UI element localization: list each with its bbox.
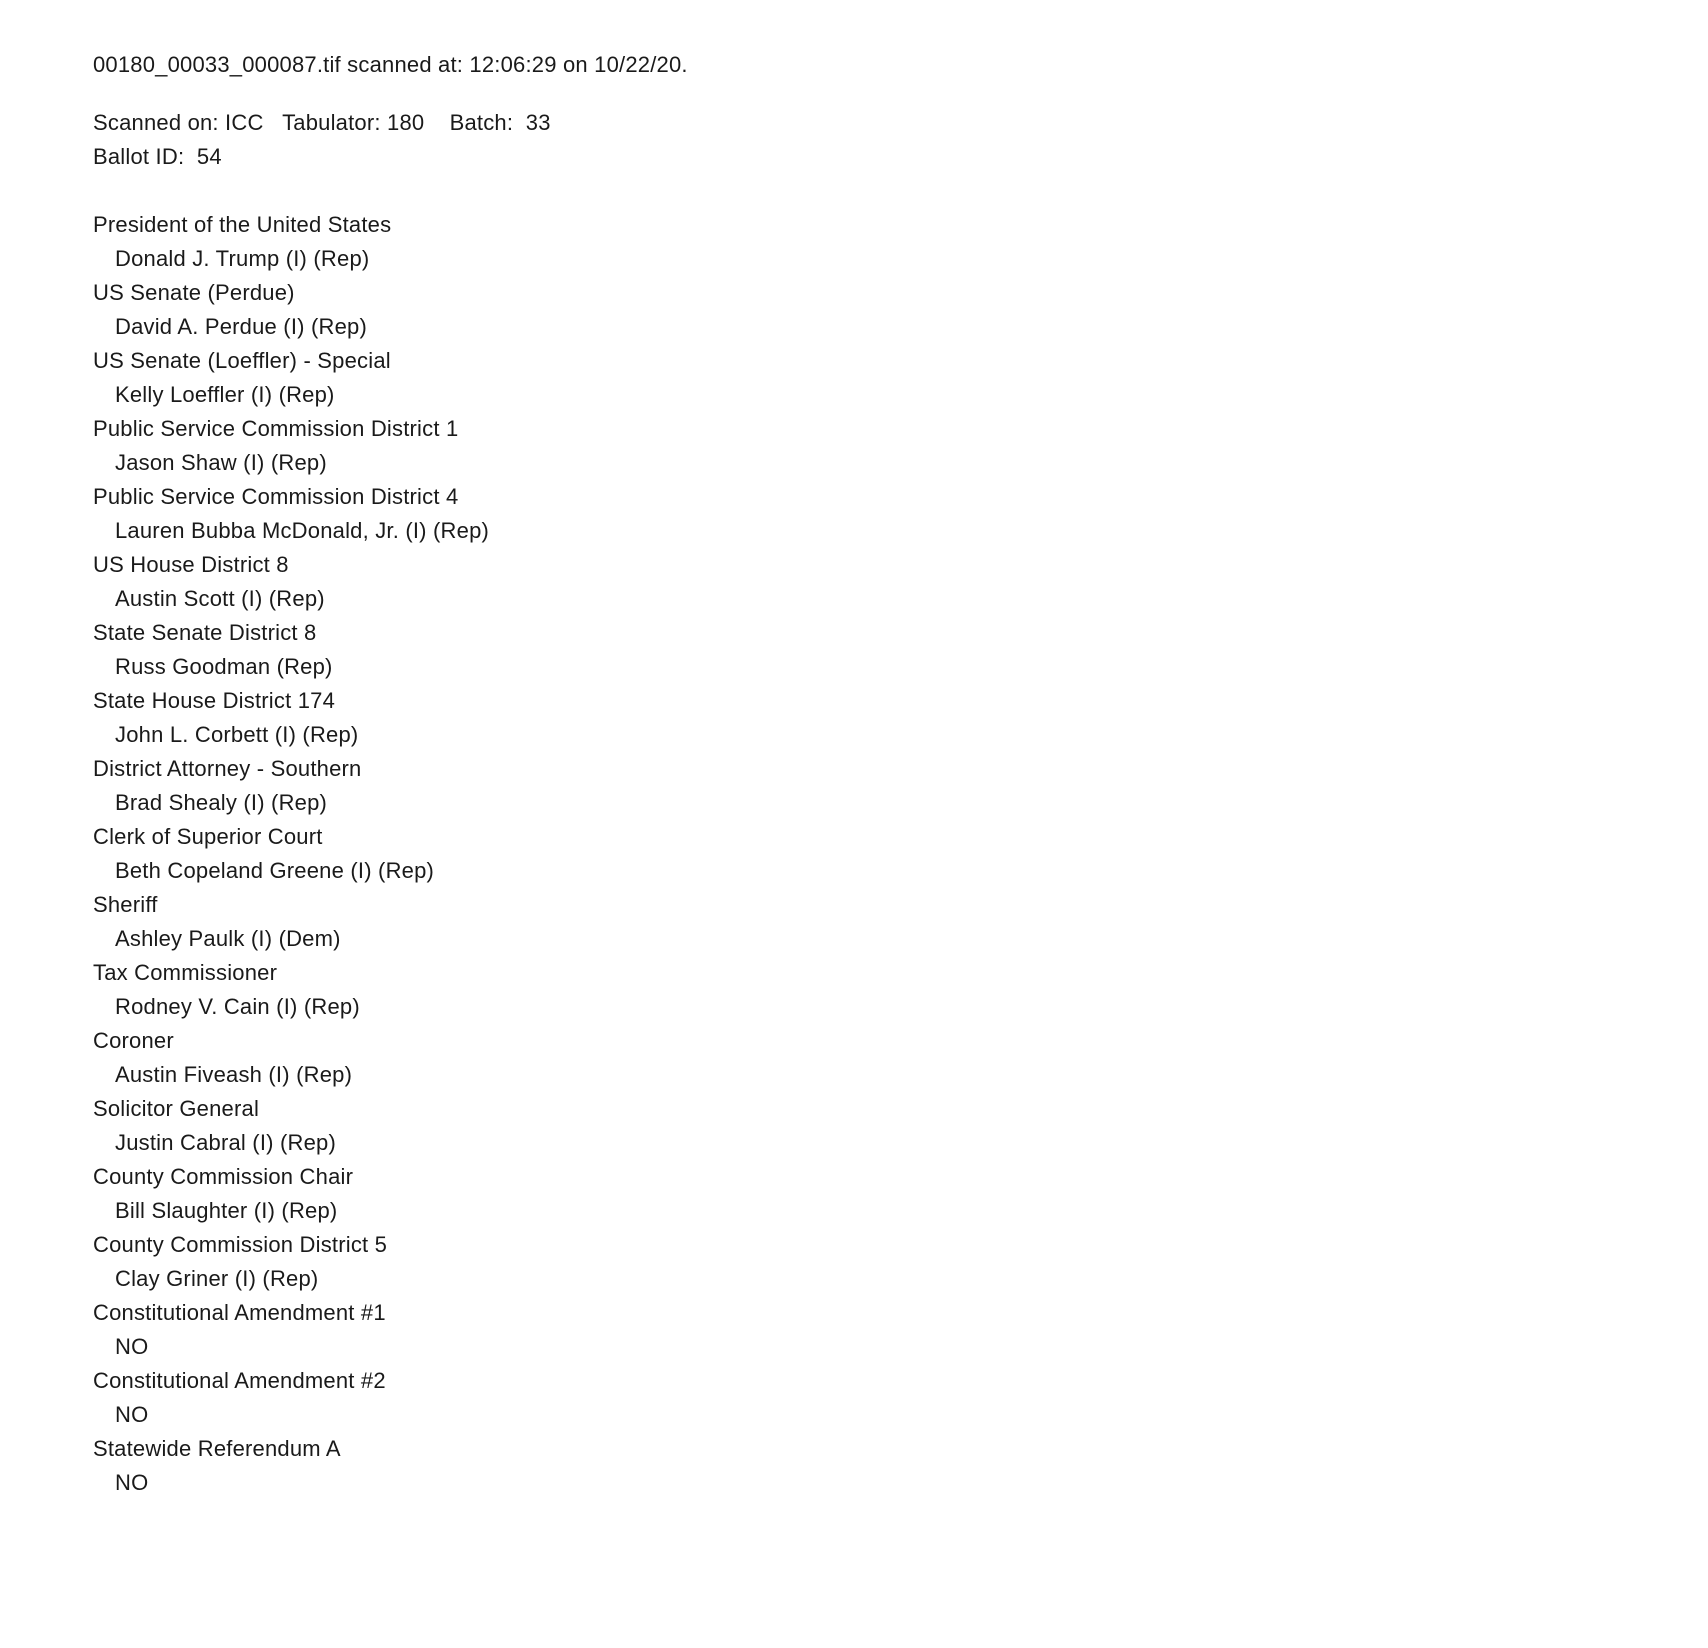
- contest-selection: Jason Shaw (I) (Rep): [115, 450, 327, 475]
- contest-title: US Senate (Perdue): [93, 280, 295, 305]
- contest-selection: Donald J. Trump (I) (Rep): [115, 246, 370, 271]
- contest-selection: David A. Perdue (I) (Rep): [115, 314, 367, 339]
- contest-title: Public Service Commission District 4: [93, 484, 459, 509]
- contest-selection: Austin Scott (I) (Rep): [115, 586, 325, 611]
- contest-selection: NO: [115, 1334, 149, 1359]
- contest-title: County Commission Chair: [93, 1164, 354, 1189]
- contest-title: US Senate (Loeffler) - Special: [93, 348, 391, 373]
- contest-selection: Beth Copeland Greene (I) (Rep): [115, 858, 435, 883]
- contest-selection: Brad Shealy (I) (Rep): [115, 790, 328, 815]
- contest-title: Statewide Referendum A: [93, 1436, 341, 1461]
- contest-selection: Bill Slaughter (I) (Rep): [115, 1198, 338, 1223]
- ballot-id-line: Ballot ID: 54: [93, 144, 222, 169]
- contest-title: State Senate District 8: [93, 620, 317, 645]
- contest-title: District Attorney - Southern: [93, 756, 362, 781]
- contest-selection: Russ Goodman (Rep): [115, 654, 333, 679]
- contest-selection: NO: [115, 1402, 149, 1427]
- contest-title: Clerk of Superior Court: [93, 824, 323, 849]
- contest-title: Coroner: [93, 1028, 174, 1053]
- contest-title: Public Service Commission District 1: [93, 416, 459, 441]
- contest-title: Constitutional Amendment #2: [93, 1368, 386, 1393]
- contest-selection: Justin Cabral (I) (Rep): [115, 1130, 336, 1155]
- contest-title: Sheriff: [93, 892, 158, 917]
- contest-selection: NO: [115, 1470, 149, 1495]
- contest-title: State House District 174: [93, 688, 336, 713]
- contest-title: US House District 8: [93, 552, 289, 577]
- contest-selection: John L. Corbett (I) (Rep): [115, 722, 359, 747]
- scan-meta-line: Scanned on: ICC Tabulator: 180 Batch: 33: [93, 110, 551, 135]
- contest-selection: Rodney V. Cain (I) (Rep): [115, 994, 360, 1019]
- scanned-file-header: 00180_00033_000087.tif scanned at: 12:06:29 on 10/22/20.: [93, 52, 688, 77]
- contest-title: President of the United States: [93, 212, 392, 237]
- contest-selection: Kelly Loeffler (I) (Rep): [115, 382, 335, 407]
- contest-title: County Commission District 5: [93, 1232, 388, 1257]
- contest-list: [93, 208, 1618, 1500]
- contest-selection: Ashley Paulk (I) (Dem): [115, 926, 341, 951]
- contest-selection: Clay Griner (I) (Rep): [115, 1266, 319, 1291]
- contest-title: Constitutional Amendment #1: [93, 1300, 386, 1325]
- contest-selection: Austin Fiveash (I) (Rep): [115, 1062, 353, 1087]
- contest-title: Solicitor General: [93, 1096, 260, 1121]
- contest-selection: Lauren Bubba McDonald, Jr. (I) (Rep): [115, 518, 490, 543]
- scan-metadata-block: [93, 106, 1618, 174]
- contest-title: Tax Commissioner: [93, 960, 278, 985]
